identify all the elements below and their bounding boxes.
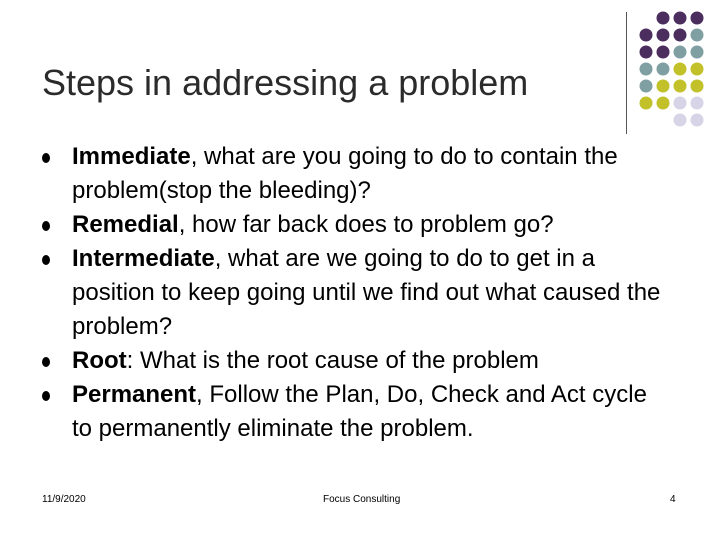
bullet-term: Permanent [72, 381, 197, 408]
decorative-dot [657, 80, 670, 93]
decorative-dot-grid [0, 0, 720, 140]
decorative-dot [674, 114, 687, 127]
bullet-item [42, 242, 672, 344]
decorative-dot [691, 46, 704, 59]
bullet-item [42, 344, 672, 378]
decorative-dot [640, 29, 653, 42]
slide-title: Steps in addressing a problem [42, 62, 529, 103]
decorative-dot [674, 63, 687, 76]
decorative-dot [657, 29, 670, 42]
decorative-dot [691, 97, 704, 110]
bullet-text: , what are you going to do to contain the problem(stop the bleeding)? [72, 143, 618, 204]
decorative-dot [691, 80, 704, 93]
decorative-dot [640, 63, 653, 76]
bullet-term: Root [72, 347, 127, 374]
bullet-text: , what are we going to do to get in a position to keep going until we find out what caused the problem? [72, 245, 661, 340]
decorative-dot [674, 12, 687, 25]
bullet-item [42, 140, 672, 208]
bullet-item [42, 208, 672, 242]
decorative-dot [674, 46, 687, 59]
decorative-dot [674, 29, 687, 42]
bullet-item [42, 378, 672, 446]
decorative-dot [691, 12, 704, 25]
bullet-text: , how far back does to problem go? [178, 211, 554, 238]
footer-date: 11/9/2020 [42, 494, 86, 505]
bullet-list [42, 140, 672, 446]
footer-company: Focus Consulting [323, 494, 401, 505]
bullet-text: , Follow the Plan, Do, Check and Act cycle to permanently eliminate the problem. [72, 381, 647, 442]
bullet-dot-icon [42, 153, 50, 163]
bullet-dot-icon [42, 255, 50, 265]
decorative-dot [691, 63, 704, 76]
decorative-dot [657, 46, 670, 59]
bullet-dot-icon [42, 391, 50, 401]
footer-page-number: 4 [670, 494, 676, 505]
bullet-term: Immediate [72, 143, 191, 170]
decorative-dot [640, 97, 653, 110]
decorative-dot [657, 97, 670, 110]
decorative-dot [640, 46, 653, 59]
decorative-dot [674, 97, 687, 110]
bullet-term: Remedial [72, 211, 179, 238]
bullet-text: : What is the root cause of the problem [126, 347, 539, 374]
bullet-dot-icon [42, 357, 50, 367]
decorative-dot [691, 29, 704, 42]
decorative-dot [657, 12, 670, 25]
decorative-dot [657, 63, 670, 76]
decorative-dot [640, 80, 653, 93]
decorative-dot [691, 114, 704, 127]
bullet-dot-icon [42, 221, 50, 231]
bullet-term: Intermediate [72, 245, 215, 272]
decorative-dot [674, 80, 687, 93]
